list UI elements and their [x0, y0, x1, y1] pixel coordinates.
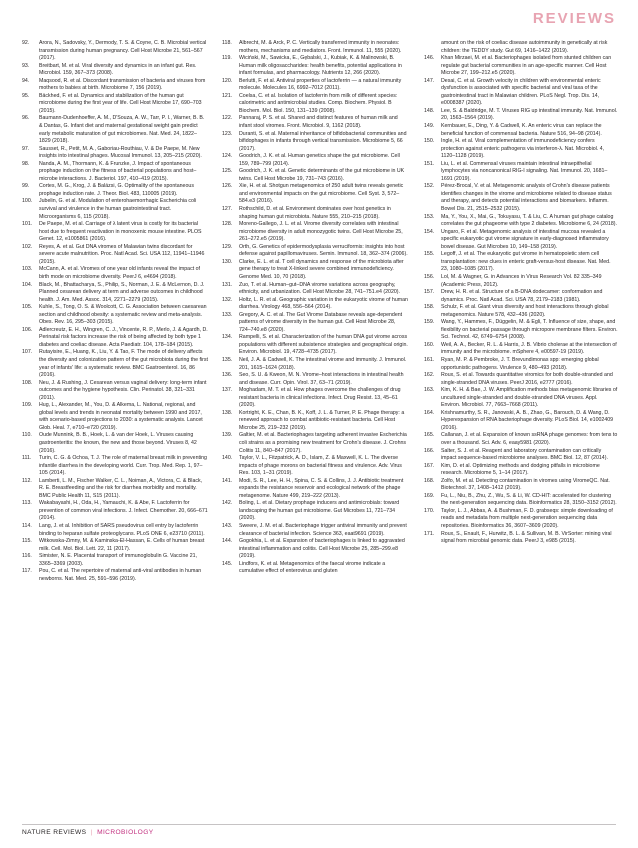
footer-rule: [22, 824, 616, 825]
reference-text: Krishnamurthy, S. R., Janowski, A. B., Zhao, G., Barouch, D. & Wang, D. Hyperexpansion of RNA bacteriophage diversity. PLoS Biol. 14, e1002409 (2016).: [441, 409, 614, 431]
reference-entry: [22, 244, 208, 267]
reference-text: Duranti, S. et al. Maternal inheritance of bifidobacterial communities and bifidophages in infants through vertical transmission. Microbiome 5, 66 (2017).: [239, 130, 407, 152]
reference-number: 171.: [424, 530, 435, 537]
reference-text: De Paepe, M. et al. Carriage of λ latent virus is costly for its bacterial host due to frequent reactivation in monoxenic mouse intestine. PLOS Genet. 12, e1005861 (2016).: [39, 221, 202, 243]
reference-text: Lol, M. & Wagner, G. in Advances in Virus Research Vol. 82 335–349 (Academic Press, 2012).: [441, 273, 602, 288]
reference-number: 97.: [22, 145, 30, 152]
reference-text: Pou, C. et al. The repertoire of maternal anti-viral antibodies in human newborns. Nat. Med. 25, 591–596 (2019).: [39, 568, 202, 582]
reference-text: McCann, A. et al. Viromes of one year old infants reveal the impact of birth mode on microbiome diversity. PeerJ 6, e4694 (2018).: [39, 266, 200, 280]
reference-number: 132.: [222, 296, 233, 303]
reference-text: Reyes, A. et al. Gut DNA viromes of Malawian twins discordant for severe acute malnutrition. Proc. Natl Acad. Sci. USA 112, 11941–11946 (2015).: [39, 243, 205, 265]
reference-entry: [424, 463, 618, 478]
reference-entry: [222, 372, 408, 387]
reference-entry: [22, 183, 208, 198]
reference-text: Pérez-Brocal, V. et al. Metagenomic analysis of Crohn's disease patients identifies changes in the virome and microbiome related to disease status and therapy, and detects potential interactions and biomarkers. Inflamm. Bowel Dis. 21, 2515–2532 (2015).: [441, 183, 612, 213]
reference-number: 135.: [222, 356, 233, 363]
reference-entry: [222, 244, 408, 259]
reference-entry: [22, 478, 208, 501]
reference-entry: [22, 432, 208, 455]
reference-text: Desai, C. et al. Growth velocity in children with environmental enteric dysfunction is associated with specific bacterial and viral taxa of the gastrointestinal tract in Malawian children. PLoS Negl. Trop. Dis. 14, e0008387 (2020).: [441, 77, 601, 107]
reference-number: 169.: [424, 492, 435, 499]
reference-number: 167.: [424, 462, 435, 469]
reference-entry: [222, 432, 408, 455]
reference-entry: [22, 266, 208, 281]
reference-entry: [22, 538, 208, 553]
reference-number: 144.: [222, 538, 233, 545]
reference-entry: [424, 357, 618, 372]
reference-entry: [222, 561, 408, 576]
reference-entry: [222, 282, 408, 297]
reference-number: 147.: [424, 77, 435, 84]
reference-entry: [424, 448, 618, 463]
reference-number: 99.: [22, 183, 30, 190]
reference-text: Lee, S. & Baldridge, M. T. Viruses RIG up intestinal immunity. Nat. Immunol. 20, 1563–1564 (2019).: [441, 107, 618, 122]
reference-number: 98.: [22, 160, 30, 167]
reference-text: Fu, L., Niu, B., Zhu, Z., Wu, S. & Li, W. CD-HIT: accelerated for clustering the next-generation sequencing data. Bioinformatics 28, 3150–3152 (2012).: [441, 492, 617, 507]
reference-number: 116.: [22, 553, 32, 560]
reference-entry: [222, 131, 408, 154]
reference-text: Callanan, J. et al. Expansion of known ssRNA phage genomes: from tens to over a thousand. Sci. Adv. 6, eaay5981 (2020).: [441, 432, 618, 446]
reference-number: 156.: [424, 273, 435, 280]
reference-entry: [222, 500, 408, 523]
reference-entry: [222, 55, 408, 78]
reference-entry: [424, 304, 618, 319]
reference-entry: [222, 455, 408, 478]
reference-entry: [424, 289, 618, 304]
reference-entry: [424, 78, 618, 108]
reference-text: Ungaro, F. et al. Metagenomic analysis of intestinal mucosa revealed a specific eukaryotic gut virome signature in early-diagnosed inflammatory bowel disease. Gut Microbes 10, 149–158 (2019).: [441, 228, 609, 250]
reference-column-2: [222, 40, 408, 576]
reference-entry: [424, 123, 618, 138]
reference-entry: [424, 372, 618, 387]
reference-number: 152.: [424, 183, 435, 190]
reference-entry: [424, 161, 618, 184]
reference-number: 170.: [424, 507, 435, 514]
footer-separator: |: [90, 829, 93, 836]
reference-number: 127.: [222, 206, 233, 213]
reference-text: Wang, Y., Hammes, F., Düggelin, M. & Egli, T. Influence of size, shape, and flexibility on bacterial passage through micropore membrane filters. Environ. Sci. Technol. 42, 6749–6754 (2008).: [441, 319, 618, 341]
reference-number: 140.: [222, 455, 233, 462]
reference-number: 125.: [222, 168, 233, 175]
reference-entry: [222, 478, 408, 501]
reference-number: 130.: [222, 258, 233, 265]
reference-entry: [222, 334, 408, 357]
reference-number: 150.: [424, 138, 435, 145]
reference-number: 155.: [424, 251, 435, 258]
reference-entry: [222, 538, 408, 561]
reference-text: Kim, D. et al. Optimizing methods and dodging pitfalls in microbiome research. Microbiome 5, 1–14 (2017).: [441, 462, 600, 477]
reference-number: 136.: [222, 372, 233, 379]
reference-text: Neil, J. A. & Cadwell, K. The intestinal virome and immunity. J. Immunol. 201, 1615–1624 (2018).: [239, 356, 407, 371]
reference-entry: [424, 251, 618, 274]
reference-entry: [22, 115, 208, 145]
reference-entry: [424, 432, 618, 447]
reference-entry: [22, 146, 208, 161]
reference-entry: [22, 455, 208, 478]
reference-entry: [22, 63, 208, 78]
reference-entry: [424, 508, 618, 531]
reference-text: amount on the risk of coeliac disease autoimmunity in genetically at risk children: the TEDDY study. Gut 69, 1416–1422 (2019).: [441, 40, 608, 54]
reference-entry: [22, 198, 208, 221]
reference-text: Kim, K. H. & Bae, J. W. Amplification methods bias metagenomic libraries of uncultured single-stranded and double-stranded DNA viruses. Appl. Environ. Microbiol. 77, 7663–7668 (2011).: [441, 387, 618, 409]
reference-number: 131.: [222, 281, 233, 288]
reference-text: Ryan, M. P. & Pembroke, J. T. Brevundimonas spp: emerging global opportunistic pathogens. Virulence 9, 480–493 (2018).: [441, 356, 599, 371]
reference-entry: [22, 221, 208, 244]
reference-entry: [222, 221, 408, 244]
reference-text: Moghadam, M. T. et al. How phages overcome the challenges of drug resistant bacteria in clinical infections. Infect. Drug Resist. 13, 45–61 (2020).: [239, 387, 401, 409]
reference-entry: [222, 93, 408, 116]
reference-text: Clarke, E. L. et al. T cell dynamics and response of the microbiota after gene therapy to treat X-linked severe combined immunodeficiency. Genome Med. 10, 70 (2018).: [239, 258, 404, 280]
reference-text: Oude Munnink, B. B., Hoek, L. & van der Hoek, L. Viruses causing gastroenteritis: the known, the new and those beyond. Viruses 8, 42 (2016).: [39, 432, 197, 454]
reference-number: 124.: [222, 153, 233, 160]
reference-entry: [222, 297, 408, 312]
reference-entry: [424, 55, 618, 78]
reference-entry: [222, 259, 408, 282]
reference-text: Jubelin, G. et al. Modulation of enterohaemorrhagic Escherichia coli survival and virulence in the human gastrointestinal tract. Microorganisms 6, 115 (2018).: [39, 198, 197, 220]
reference-entry: [22, 304, 208, 327]
reference-number: 119.: [222, 55, 232, 62]
reference-entry: [424, 387, 618, 410]
reference-entry: [424, 319, 618, 342]
reference-text: Wiciński, M., Sawicka, E., Gębalski, J., Kubiak, K. & Malinowski, B. Human milk oligosaccharides: health benefits, potential applications in infant formulas, and pharmacology. Nutrients 12, 266 (2020).: [239, 55, 402, 77]
reference-text: Turin, C. G. & Ochoa, T. J. The role of maternal breast milk in preventing infantile diarrhea in the developing world. Curr. Trop. Med. Rep. 1, 97–105 (2014).: [39, 455, 207, 477]
reference-number: 126.: [222, 183, 233, 190]
reference-number: 111.: [22, 455, 32, 462]
reference-entry: [222, 168, 408, 183]
reference-text: Baumann-Dudenhoeffer, A. M., D'Souza, A. W., Tarr, P. I., Warner, B. B. & Dantas, G. Infant diet and maternal gestational weight gain predict early metabolic maturation of gut microbiomes. Nat. Med. 24, 1822–1829 (2018).: [39, 115, 205, 145]
reference-text: Ma, Y., You, X., Mai, G., Tokuyasu, T. & Liu, C. A human gut phage catalog correlates the gut phageome with type 2 diabetes. Microbiome 6, 24 (2018).: [441, 213, 617, 228]
reference-text: Weil, A. A., Becker, R. L. & Harris, J. B. Vibrio cholerae at the intersection of immunity and the microbiome. mSphere 4, e00597-19 (2019).: [441, 341, 617, 356]
reference-text: Moreno-Gallego, J. L. et al. Virome diversity correlates with intestinal microbiome diversity in adult monozygotic twins. Cell Host Microbe 25, 261–272.e5 (2019).: [239, 221, 403, 243]
reference-number: 164.: [424, 409, 435, 416]
reference-text: Holtz, L. R. et al. Geographic variation in the eukaryotic virome of human diarrhea. Virology 468, 556–564 (2014).: [239, 296, 408, 311]
reference-entry: [222, 206, 408, 221]
reference-text: Wakabayashi, H., Oda, H., Yamauchi, K. & Abe, F. Lactoferrin for prevention of common viral infections. J. Infect. Chemother. 20, 666–671 (2014).: [39, 500, 208, 522]
reference-number: 123.: [222, 130, 233, 137]
reference-text: Zolfo, M. et al. Detecting contamination in viromes using ViromeQC. Nat. Biotechnol. 37, 1408–1412 (2019).: [441, 477, 610, 492]
reference-number: 117.: [22, 568, 32, 575]
reference-entry: [222, 183, 408, 206]
reference-number: 118.: [222, 40, 232, 46]
reference-entry: [222, 410, 408, 433]
reference-number: 128.: [222, 221, 233, 228]
reference-number: 149.: [424, 123, 435, 130]
reference-entry: [22, 568, 208, 583]
reference-number: 115.: [22, 538, 32, 545]
reference-entry: [222, 357, 408, 372]
reference-number: 114.: [22, 523, 32, 529]
reference-text: Rampelli, S. et al. Characterization of the human DNA gut virome across populations with different subsistence strategies and geographical origin. Environ. Microbiol. 19, 4728–4735 (2017).: [239, 334, 408, 356]
reference-entry: [22, 327, 208, 350]
reference-text: Albrecht, M. & Arck, P. C. Vertically transferred immunity in neonates: mothers, mechanisms and mediators. Front. Immunol. 11, 555 (2020).: [239, 40, 402, 54]
reference-text: Kortright, K. E., Chan, B. K., Koff, J. L. & Turner, P. E. Phage therapy: a renewed approach to combat antibiotic-resistant bacteria. Cell Host Microbe 25, 219–232 (2019).: [239, 409, 405, 431]
reference-text: Legoff, J. et al. The eukaryotic gut virome in hematopoietic stem cell transplantation: new clues in enteric graft-versus-host disease. Nat. Med. 23, 1080–1085 (2017).: [441, 251, 611, 273]
reference-text: Seo, S. U. & Kweon, M. N. Virome–host interactions in intestinal health and disease. Curr. Opin. Virol. 37, 63–71 (2019).: [239, 372, 404, 386]
reference-text: Boling, L. et al. Dietary prophage inducers and antimicrobials: toward landscaping the human gut microbiome. Gut Microbes 11, 721–734 (2020).: [239, 500, 400, 522]
reference-number: 133.: [222, 311, 233, 318]
reference-text: Coelsa, C. et al. Isolation of lactoferrin from milk of different species: calorimetric and antimicrobial studies. Comp. Biochem. Physiol. B Biochem. Mol. Biol. 150, 131–139 (2008).: [239, 92, 398, 114]
reference-number: 96.: [22, 115, 30, 122]
reference-number: 120.: [222, 77, 233, 84]
reference-number: 145.: [222, 560, 233, 567]
reference-text: Gregory, A. C. et al. The Gut Virome Database reveals age-dependent patterns of virome diversity in the human gut. Cell Host Microbe 28, 724–740.e8 (2020).: [239, 311, 403, 333]
reference-number: 108.: [22, 379, 33, 386]
reference-text: Maqsood, R. et al. Discordant transmission of bacteria and viruses from mothers to babies at birth. Microbiome 7, 156 (2019).: [39, 77, 206, 92]
reference-number: 158.: [424, 304, 435, 311]
reference-entry: [424, 410, 618, 433]
footer-journal-line: [22, 829, 154, 836]
reference-entry: [424, 274, 618, 289]
reference-entry: [222, 115, 408, 130]
footer-journal-name: NATURE REVIEWS: [22, 829, 87, 836]
reference-entry: [222, 312, 408, 335]
reference-text: Roux, S., Enault, F., Hurwitz, B. L. & Sullivan, M. B. VirSorter: mining viral signal from microbial genomic data. PeerJ 3, e985 (2015).: [441, 530, 612, 545]
page-footer: [22, 824, 616, 840]
reference-text: Orth, G. Genetics of epidermodysplasia verruciformis: insights into host defense against papillomaviruses. Semin. Immunol. 18, 362–374 (2006).: [239, 243, 408, 258]
reference-text: Bäckhed, F. et al. Dynamics and stabilization of the human gut microbiome during the first year of life. Cell Host Microbe 17, 690–703 (2015).: [39, 92, 202, 114]
reference-entry: [424, 531, 618, 546]
reference-number: 143.: [222, 523, 233, 529]
reference-number: 93.: [22, 62, 30, 69]
header-rule: [0, 4, 638, 9]
reference-entry: [22, 282, 208, 305]
reference-text: Arora, N., Sadovsky, Y., Dermody, T. S. & Coyne, C. B. Microbial vertical transmission during human pregnancy. Cell Host Microbe 21, 561–567 (2017).: [39, 40, 207, 62]
reference-number: 142.: [222, 500, 233, 507]
reference-text: Modi, S. R., Lee, H. H., Spina, C. S. & Collins, J. J. Antibiotic treatment expands the resistance reservoir and ecological network of the phage metagenome. Nature 499, 219–222 (2013).: [239, 477, 404, 499]
reference-text: Lindfors, K. et al. Metagenomics of the faecal virome indicate a cumulative effect of enterovirus and gluten: [239, 560, 386, 575]
reference-number: 113.: [22, 500, 32, 507]
reference-entry: [222, 153, 408, 168]
reference-text: Kuhle, S., Tong, O. S. & Woolcott, C. G. Association between caesarean section and childhood obesity: a systematic review and meta-analysis. Obes. Rev. 16, 295–303 (2015).: [39, 304, 207, 326]
reference-entry: [424, 138, 618, 161]
reference-number: 103.: [22, 266, 33, 273]
reference-entry: [222, 78, 408, 93]
reference-entry: [424, 478, 618, 493]
reference-number: 137.: [222, 387, 233, 394]
reference-number: 141.: [222, 477, 233, 484]
reference-number: 100.: [22, 198, 33, 205]
reference-text: Ingle, H. et al. Viral complementation of immunodeficiency confers protection against enteric pathogens via interferon-λ. Nat. Microbiol. 4, 1120–1128 (2019).: [441, 138, 605, 160]
reference-number: 122.: [222, 115, 233, 122]
reference-column-1: [22, 40, 208, 583]
reference-entry: [22, 523, 208, 538]
section-label: REVIEWS: [532, 10, 616, 27]
reference-number: 161.: [424, 356, 435, 363]
reference-text: Kernbauer, E., Ding, Y. & Cadwell, K. An enteric virus can replace the beneficial function of commensal bacteria. Nature 516, 94–98 (2014).: [441, 123, 602, 137]
reference-entry: [22, 40, 208, 63]
reference-text: Roux, S. et al. Towards quantitative viromics for both double-stranded and single-stranded DNA viruses. PeerJ 2016, e2777 (2016).: [441, 372, 613, 386]
reference-entry: [424, 183, 618, 213]
reference-entry: [222, 40, 408, 55]
reference-number: 104.: [22, 281, 33, 288]
reference-entry: [22, 78, 208, 93]
reference-number: 168.: [424, 477, 435, 484]
reference-text: Taylor, L. J., Abbas, A. & Bushman, F. D. grabseqs: simple downloading of reads and metadata from multiple next-generation sequencing data repositories. Bioinformatics 36, 3607–3609 (2020).: [441, 507, 613, 529]
reference-text: Neu, J. & Rushing, J. Cesarean versus vaginal delivery: long-term infant outcomes and the hygiene hypothesis. Clin. Perinatol. 38, 321–331 (2011).: [39, 379, 207, 401]
reference-column-3: [424, 40, 618, 546]
reference-entry: [424, 214, 618, 229]
reference-number: 159.: [424, 319, 435, 326]
reference-text: Rothschild, D. et al. Environment dominates over host genetics in shaping human gut microbiota. Nature 555, 210–215 (2018).: [239, 206, 391, 220]
reference-text: Black, M., Bhattacharya, S., Philip, S., Norman, J. E. & McLernon, D. J. Planned cesarean delivery at term and adverse outcomes in childhood health. J. Am. Med. Assoc. 314, 2271–2279 (2015).: [39, 281, 205, 303]
reference-number: 107.: [22, 349, 33, 356]
reference-number: 151.: [424, 160, 435, 167]
reference-text: Xie, H. et al. Shotgun metagenomics of 250 adult twins reveals genetic and environmental impacts on the gut microbiome. Cell Syst. 3, 572–584.e3 (2016).: [239, 183, 404, 205]
reference-number: 101.: [22, 221, 33, 228]
reference-number: 121.: [222, 92, 233, 99]
reference-text: Breitbart, M. et al. Viral diversity and dynamics in an infant gut. Res. Microbiol. 159, 367–373 (2008).: [39, 62, 197, 77]
reference-number: 146.: [424, 55, 435, 62]
reference-entry: [22, 380, 208, 403]
reference-number: 102.: [22, 243, 33, 250]
reference-text: Drew, H. R. et al. Structure of a B-DNA dodecamer: conformation and dynamics. Proc. Natl Acad. Sci. USA 78, 2179–2183 (1981).: [441, 289, 603, 303]
reference-text: Taylor, V. L., Fitzpatrick, A. D., Islam, Z. & Maxwell, K. L. The diverse impacts of phage morons on bacterial fitness and virulence. Adv. Virus Res. 103, 1–31 (2019).: [239, 455, 402, 477]
reference-number: 110.: [22, 432, 32, 439]
reference-number: 160.: [424, 341, 435, 348]
reference-entry: [222, 387, 408, 410]
reference-entry: [22, 500, 208, 523]
reference-number: 105.: [22, 304, 33, 311]
reference-text: Lang, J. et al. Inhibition of SARS pseudovirus cell entry by lactoferrin binding to heparan sulfate proteoglycans. PLoS ONE 6, e23710 (2011).: [39, 523, 205, 537]
reference-text: Gogokhia, L. et al. Expansion of bacteriophages is linked to aggravated intestinal inflammation and colitis. Cell Host Microbe 25, 285–299.e8 (2019).: [239, 538, 405, 560]
reference-text: Simister, N. E. Placental transport of immunoglobulin G. Vaccine 21, 3365–3369 (2003).: [39, 553, 198, 567]
reference-number: 138.: [222, 409, 233, 416]
reference-text: Zuo, T. et al. Human–gut–DNA virome variations across geography, ethnicity, and urbanization. Cell Host Microbe 28, 741–751.e4 (2020).: [239, 281, 400, 296]
reference-text: Sweere, J. M. et al. Bacteriophage trigger antiviral immunity and prevent clearance of bacterial infection. Science 363, eaat9691 (2019).: [239, 523, 407, 537]
reference-number: 134.: [222, 334, 233, 341]
reference-text: Lamberti, L. M., Fischer Walker, C. L., Noiman, A., Victora, C. & Black, R. E. Breastfeeding and the risk for diarrhea morbidity and mortality. BMC Public Health 11, S15 (2011).: [39, 477, 203, 499]
reference-entry: [424, 493, 618, 508]
reference-number: 157.: [424, 289, 435, 296]
reference-number: 95.: [22, 92, 30, 99]
reference-text: Galtier, M. et al. Bacteriophages targeting adherent invasive Escherichia coli strains as a promising new treatment for Crohn's disease. J. Crohns Colitis 11, 840–847 (2017).: [239, 432, 407, 454]
reference-number: 148.: [424, 107, 435, 114]
reference-text: Goodrich, J. K. et al. Genetic determinants of the gut microbiome in UK twins. Cell Host Microbe 19, 731–743 (2016).: [239, 168, 405, 182]
reference-number: 163.: [424, 387, 435, 394]
reference-number: 153.: [424, 213, 435, 220]
reference-entry: [22, 161, 208, 184]
reference-entry: [22, 349, 208, 379]
reference-text: Adlercreutz, E. H., Wingren, C. J., Vincente, R. P., Merlo, J. & Agardh, D. Perinatal risk factors increase the risk of being affected by both type 1 diabetes and coeliac disease. Acta Paediatr. 104, 178–184 (2015).: [39, 326, 208, 348]
reference-number: 94.: [22, 77, 30, 84]
reference-text: Goodrich, J. K. et al. Human genetics shape the gut microbiome. Cell 159, 789–799 (2014).: [239, 153, 400, 167]
footer-section-name: MICROBIOLOGY: [97, 829, 154, 836]
reference-text: Witkowska-Zimny, M. & Kaminska-El-Hassan, E. Cells of human breast milk. Cell. Mol. Biol. Lett. 22, 11 (2017).: [39, 538, 205, 552]
reference-entry: [424, 342, 618, 357]
page-header: [0, 0, 638, 34]
reference-text: Rutayisire, E., Huang, K., Liu, Y. & Tao, F. The mode of delivery affects the diversity and colonization pattern of the gut microbiota during the first year of infants' life: a systematic review. BMC Gastroenterol. 16, 86 (2016).: [39, 349, 208, 379]
reference-text: Nanda, A. M., Thormann, K. & Frunzke, J. Impact of spontaneous prophage induction on the fitness of bacterial populations and host–microbe interactions. J. Bacteriol. 197, 410–419 (2015).: [39, 160, 197, 182]
reference-number: 129.: [222, 243, 233, 250]
reference-text: Berlutti, F. et al. Antiviral properties of lactoferrin — a natural immunity molecule. Molecules 16, 6992–7012 (2011).: [239, 77, 402, 92]
reference-text: Sausset, R., Petit, M. A., Gaboriau-Routhiau, V. & De Paepe, M. New insights into intestinal phages. Mucosal Immunol. 13, 205–215 (2020).: [39, 145, 202, 160]
reference-entry: [22, 402, 208, 432]
reference-entry: [424, 229, 618, 252]
reference-number: 106.: [22, 326, 33, 333]
reference-text: Pannaraj, P. S. et al. Shared and distinct features of human milk and infant stool viromes. Front. Microbiol. 9, 1162 (2018).: [239, 115, 398, 130]
reference-text: Liu, L. et al. Commensal viruses maintain intestinal intraepithelial lymphocytes via noncanonical RIG-I signaling. Nat. Immunol. 20, 1681–1691 (2019).: [441, 160, 608, 182]
reference-number: 162.: [424, 372, 435, 379]
reference-number: 166.: [424, 447, 435, 454]
reference-number: 154.: [424, 228, 435, 235]
reference-text: Salter, S. J. et al. Reagent and laboratory contamination can critically impact sequence-based microbiome analyses. BMC Biol. 12, 87 (2014).: [441, 447, 608, 462]
reference-entry: [424, 108, 618, 123]
reference-number: 165.: [424, 432, 435, 439]
reference-text: Hug, L., Alexander, M., You, D. & Alkema, L. National, regional, and global levels and trends in neonatal mortality between 1990 and 2017, with scenario-based projections to 2030: a systematic analysis. Lancet Glob. Heal. 7, e710–e720 (2019).: [39, 402, 203, 431]
reference-text: Khan Mirzaei, M. et al. Bacteriophages isolated from stunted children can regulate gut bacterial communities in an age-specific manner. Cell Host Microbe 27, 199–212.e5 (2020).: [441, 55, 612, 77]
reference-number: 92.: [22, 40, 30, 46]
reference-entry: [22, 553, 208, 568]
reference-number: 112.: [22, 477, 32, 484]
reference-entry: [222, 523, 408, 538]
reference-entry: [22, 93, 208, 116]
reference-entry: [424, 40, 618, 55]
reference-text: Schulz, F. et al. Giant virus diversity and host interactions through global metagenomics. Nature 578, 432–436 (2020).: [441, 304, 609, 318]
reference-number: 139.: [222, 432, 233, 439]
reference-number: 109.: [22, 402, 33, 409]
reference-text: Cortes, M. G., Krog, J. & Balázsi, G. Optimality of the spontaneous prophage induction rate. J. Theor. Biol. 483, 110005 (2019).: [39, 183, 194, 197]
